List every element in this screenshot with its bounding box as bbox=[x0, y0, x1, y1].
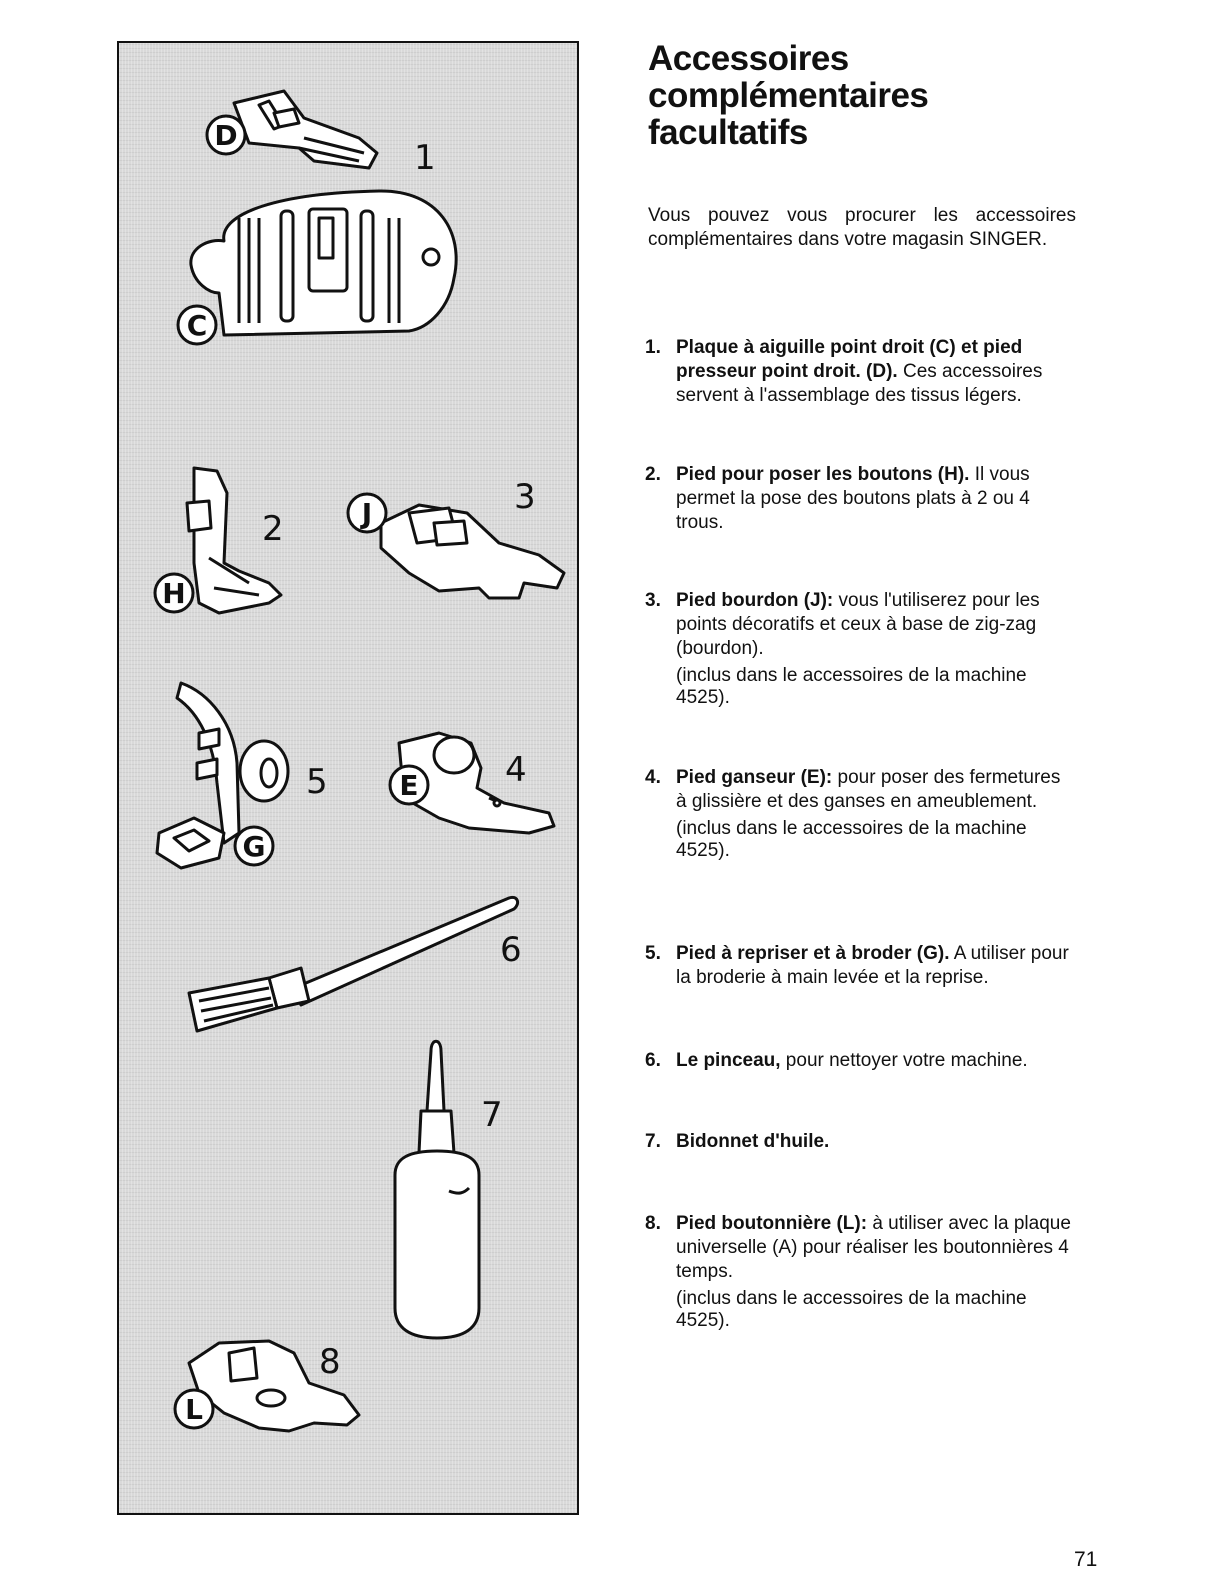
item-title: Plaque à aiguille point droit (C) et pied presseur point droit. (D). bbox=[676, 337, 1023, 382]
figure-number-4: 4 bbox=[505, 750, 527, 790]
item-number: 7. bbox=[645, 1131, 661, 1152]
intro-paragraph: Vous pouvez vous procurer les accessoires complémentaires dans votre magasin SINGER. bbox=[648, 205, 1076, 250]
title-line-3: facultatifs bbox=[648, 113, 808, 152]
figure-number-5: 5 bbox=[306, 762, 328, 802]
item-title: Pied ganseur (E): bbox=[676, 767, 833, 788]
list-item bbox=[645, 766, 1075, 862]
item-number: 2. bbox=[645, 464, 661, 485]
list-item bbox=[645, 463, 1075, 535]
list-item bbox=[645, 1212, 1075, 1332]
item-note: (inclus dans le accessoires de la machine 4525). bbox=[676, 818, 1027, 861]
accessories-drawing bbox=[119, 43, 581, 1517]
oil-bottle-icon bbox=[395, 1041, 479, 1338]
item-text: Ces accessoires servent à l'assemblage des tissus légers. bbox=[676, 361, 1043, 406]
item-text: pour poser des fermetures à glissière et des ganses en ameublement. bbox=[676, 767, 1061, 812]
item-text: pour nettoyer votre machine. bbox=[780, 1050, 1028, 1071]
item-text: A utiliser pour la broderie à main levée et la reprise. bbox=[676, 943, 1069, 988]
figure-number-6: 6 bbox=[500, 930, 522, 970]
item-title: Pied bourdon (J): bbox=[676, 590, 834, 611]
title-line-1: Accessoires bbox=[648, 39, 849, 78]
list-item bbox=[645, 336, 1075, 408]
brush-icon bbox=[189, 897, 518, 1031]
item-number: 5. bbox=[645, 943, 661, 964]
accessories-illustration bbox=[117, 41, 579, 1515]
item-title: Bidonnet d'huile. bbox=[676, 1131, 830, 1152]
figure-number-7: 7 bbox=[481, 1095, 503, 1135]
item-text: à utiliser avec la plaque universelle (A) pour réaliser les boutonnières 4 temps. bbox=[676, 1213, 1071, 1282]
item-note: (inclus dans le accessoires de la machine 4525). bbox=[676, 1288, 1027, 1331]
needle-plate-icon bbox=[191, 191, 456, 335]
item-number: 4. bbox=[645, 767, 661, 788]
letter-l: L bbox=[185, 1393, 203, 1426]
letter-c: C bbox=[186, 309, 208, 342]
letter-g: G bbox=[242, 830, 266, 863]
item-number: 3. bbox=[645, 590, 661, 611]
page-title bbox=[648, 40, 1168, 151]
letter-d: D bbox=[214, 119, 238, 152]
title-line-2: complémentaires bbox=[648, 76, 929, 115]
letter-e: E bbox=[399, 769, 419, 802]
item-title: Pied boutonnière (L): bbox=[676, 1213, 868, 1234]
item-number: 6. bbox=[645, 1050, 661, 1071]
figure-number-1: 1 bbox=[414, 138, 436, 178]
item-text: Il vous permet la pose des boutons plats à 2 ou 4 trous. bbox=[676, 464, 1030, 533]
item-text: vous l'utiliserez pour les points décoratifs et ceux à base de zig-zag (bourdon). bbox=[676, 590, 1040, 659]
figure-number-8: 8 bbox=[319, 1342, 341, 1382]
figure-number-2: 2 bbox=[262, 509, 284, 549]
item-note: (inclus dans le accessoires de la machine 4525). bbox=[676, 665, 1027, 708]
list-item bbox=[645, 1049, 1075, 1073]
straight-stitch-foot-icon bbox=[234, 91, 377, 168]
page-number: 71 bbox=[1074, 1548, 1098, 1571]
letter-j: J bbox=[361, 497, 373, 530]
item-number: 8. bbox=[645, 1213, 661, 1234]
list-item bbox=[645, 589, 1075, 709]
list-item bbox=[645, 1130, 1075, 1154]
satin-stitch-foot-icon bbox=[381, 505, 564, 598]
figure-number-3: 3 bbox=[514, 477, 536, 517]
letter-h: H bbox=[162, 577, 186, 610]
item-title: Le pinceau, bbox=[676, 1050, 781, 1071]
item-number: 1. bbox=[645, 337, 661, 358]
list-item bbox=[645, 942, 1075, 990]
item-title: Pied pour poser les boutons (H). bbox=[676, 464, 970, 485]
item-title: Pied à repriser et à broder (G). bbox=[676, 943, 950, 964]
